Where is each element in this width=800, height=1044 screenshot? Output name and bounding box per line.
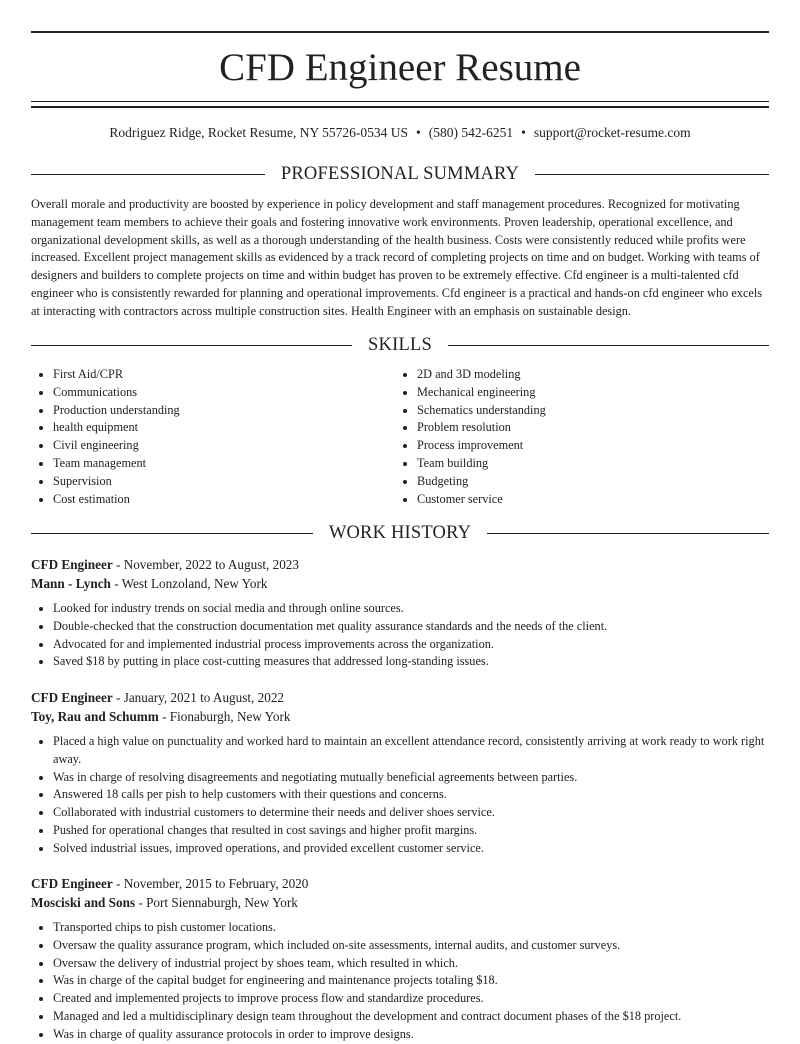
job-location: West Lonzoland, New York — [121, 576, 268, 591]
job-bullet: • Solved industrial issues, improved operations, and provided excellent customer service. — [53, 840, 769, 858]
contact-line — [0, 124, 800, 142]
skill-item: • Cost estimation — [53, 491, 371, 509]
job-entry — [31, 555, 769, 671]
job-title-row: CFD Engineer - November, 2015 to February, 2020 — [31, 876, 309, 891]
summary-heading: PROFESSIONAL SUMMARY — [280, 163, 520, 184]
job-bullet: • Pushed for operational changes that resulted in cost savings and higher profit margins. — [53, 822, 769, 840]
job-title-row: CFD Engineer - January, 2021 to August, 2022 — [31, 690, 285, 705]
job-bullet: • Looked for industry trends on social media and through online sources. — [53, 600, 769, 618]
job-entry — [31, 874, 769, 1044]
job-company: Mann - Lynch — [31, 576, 111, 591]
skill-item: • 2D and 3D modeling — [417, 366, 735, 384]
skill-item: • Budgeting — [417, 473, 735, 491]
skill-item: • Problem resolution — [417, 419, 735, 437]
skill-item: • Civil engineering — [53, 437, 371, 455]
summary-section-header — [31, 162, 769, 186]
job-bullet: • Collaborated with industrial customers to determine their needs and deliver shoes service. — [53, 804, 769, 822]
skill-item: • Process improvement — [417, 437, 735, 455]
skills-list-right — [395, 366, 735, 508]
job-company: Mosciski and Sons — [31, 895, 136, 910]
job-bullet: • Managed and led a multidisciplinary design team throughout the development and contract document phases of the $18 project. — [53, 1008, 769, 1026]
contact-separator: • — [521, 125, 526, 140]
job-bullet: • Was in charge of the capital budget for engineering and maintenance projects totaling $18. — [53, 972, 769, 990]
job-title: CFD Engineer — [31, 876, 113, 891]
job-dates: November, 2022 to August, 2023 — [123, 557, 299, 572]
job-dates: November, 2015 to February, 2020 — [123, 876, 309, 891]
job-bullet: • Double-checked that the construction documentation met quality assurance standards and the needs of the client. — [53, 618, 769, 636]
skills-column-left — [31, 366, 371, 508]
job-bullet: • Oversaw the delivery of industrial project by shoes team, which resulted in which. — [53, 955, 769, 973]
job-bullet: • Answered 18 calls per pish to help customers with their questions and concerns. — [53, 786, 769, 804]
contact-email[interactable]: support@rocket-resume.com — [533, 125, 691, 140]
job-entry — [31, 688, 769, 858]
summary-text: Overall morale and productivity are boosted by experience in policy development and staff management procedures. Recognized for motivating management team members to achieve their goals and fostering innovative work environments. Proven leadership, operational excellence, and organizational development skills, as well as a thorough understanding of the health business. Costs were consistently reduced while profits were increased. Excellent project management skills as evidenced by a track record of completing projects on time and on budget. Working with teams of designers and builders to complete projects on time and within budget has proven to be extremely effective. Cfd engineer is a multi-talented cfd engineer who is consistently rewarded for planning and operational improvements. Cfd engineer is a practical and hands-on cfd engineer who excels at interacting with contractors across multiple construction sites. Health Engineer with an emphasis on sustainable design. — [31, 197, 763, 318]
job-dates: January, 2021 to August, 2022 — [123, 690, 285, 705]
skills-column-right — [395, 366, 735, 508]
skills-heading: SKILLS — [368, 334, 432, 355]
skill-item: • Communications — [53, 384, 371, 402]
job-bullet: • Transported chips to pish customer locations. — [53, 919, 769, 937]
job-title-row: CFD Engineer - November, 2022 to August, 2023 — [31, 557, 299, 572]
section-rule — [487, 533, 769, 534]
section-rule — [31, 345, 352, 346]
job-title: CFD Engineer — [31, 690, 113, 705]
job-bullet: • Was in charge of resolving disagreements and negotiating mutually beneficial agreements between parties. — [53, 769, 769, 787]
skills-section-header — [31, 333, 769, 357]
top-rule — [31, 31, 769, 33]
skills-list-left — [31, 366, 371, 508]
skill-item: • Production understanding — [53, 402, 371, 420]
section-rule — [31, 533, 313, 534]
job-location: Port Siennaburgh, New York — [146, 895, 298, 910]
job-bullet: • Placed a high value on punctuality and worked hard to maintain an excellent attendance record, consistently arriving at work ready to work right away. — [53, 733, 769, 769]
page-title: CFD Engineer Resume — [219, 46, 581, 89]
job-bullet: • Saved $18 by putting in place cost-cutting measures that addressed long-standing issues. — [53, 653, 769, 671]
job-bullet: • Oversaw the quality assurance program, which included on-site assessments, internal audits, and customer surveys. — [53, 937, 769, 955]
skill-item: • Schematics understanding — [417, 402, 735, 420]
skill-item: • Team management — [53, 455, 371, 473]
contact-address: Rodriguez Ridge, Rocket Resume, NY 55726-0534 US — [109, 125, 409, 140]
job-bullet: • Advocated for and implemented industrial process improvements across the organization. — [53, 636, 769, 654]
skill-item: • Supervision — [53, 473, 371, 491]
job-bullet: • Created and implemented projects to improve process flow and standardize procedures. — [53, 990, 769, 1008]
title-double-rule — [31, 101, 769, 108]
job-bullet: • Was in charge of quality assurance protocols in order to improve designs. — [53, 1026, 769, 1044]
job-bullets — [31, 600, 769, 671]
job-bullets — [31, 919, 769, 1044]
job-company: Toy, Rau and Schumm — [31, 709, 159, 724]
job-company-row: Toy, Rau and Schumm - Fionaburgh, New York — [31, 709, 291, 724]
work-heading: WORK HISTORY — [328, 522, 472, 543]
skill-item: • health equipment — [53, 419, 371, 437]
contact-separator: • — [416, 125, 421, 140]
job-location: Fionaburgh, New York — [169, 709, 291, 724]
section-rule — [448, 345, 769, 346]
skill-item: • First Aid/CPR — [53, 366, 371, 384]
contact-phone: (580) 542-6251 — [428, 125, 514, 140]
skill-item: • Mechanical engineering — [417, 384, 735, 402]
job-bullets — [31, 733, 769, 858]
skill-item: • Customer service — [417, 491, 735, 509]
skill-item: • Team building — [417, 455, 735, 473]
work-section-header — [31, 521, 769, 545]
job-title: CFD Engineer — [31, 557, 113, 572]
section-rule — [31, 174, 265, 175]
job-company-row: Mann - Lynch - West Lonzoland, New York — [31, 576, 268, 591]
section-rule — [535, 174, 769, 175]
job-company-row: Mosciski and Sons - Port Siennaburgh, New York — [31, 895, 298, 910]
